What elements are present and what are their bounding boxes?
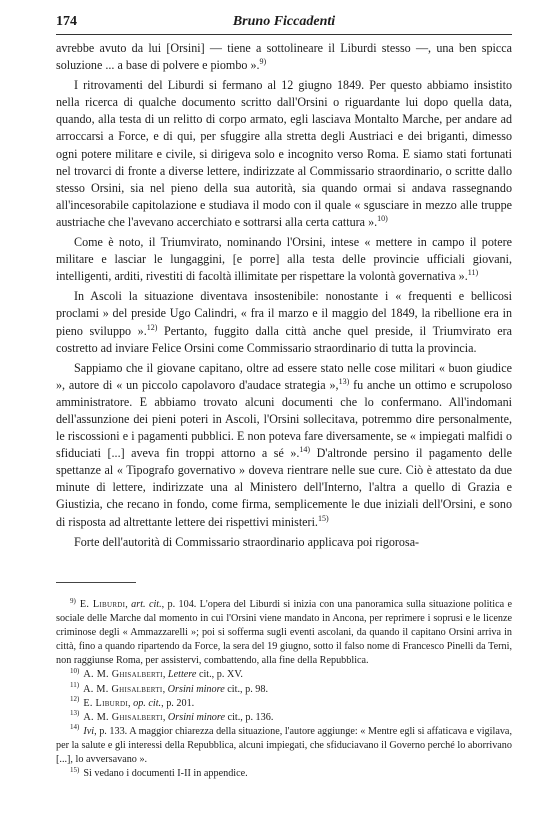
footnote-reference: 11) xyxy=(467,268,479,278)
text-run: , p. 133. A maggior chiarezza della situazione, l'autore aggiunge: « Mentre egli si affaticava e vigilava, per la salute e gli interessi della Repubblica, alcuni impiegati, che sfiduciavano il Governo perché lo aborrivano [...], lo avversavano ». xyxy=(56,725,512,766)
italic-text: Lettere xyxy=(167,669,197,681)
footnote xyxy=(56,725,512,767)
italic-text: Ivi xyxy=(83,725,95,737)
footnote xyxy=(56,598,512,668)
text-run: , xyxy=(162,711,168,723)
italic-text: op. cit. xyxy=(133,697,162,709)
footnote-reference: 14) xyxy=(299,445,311,455)
text-run: cit., p. 98. xyxy=(224,683,269,695)
footnote-reference: 13) xyxy=(338,376,350,386)
footnote-number: 12) xyxy=(70,695,80,704)
text-run: , xyxy=(125,599,132,610)
footnote-separator xyxy=(56,582,136,583)
footnotes xyxy=(56,598,512,781)
page-number: 174 xyxy=(56,14,77,29)
footnote-reference: 12) xyxy=(146,322,158,332)
footnote-number: 13) xyxy=(70,709,80,718)
footnote xyxy=(56,711,512,725)
footnote-number: 15) xyxy=(70,765,80,774)
footnote xyxy=(56,668,512,682)
footnote-reference: 15) xyxy=(317,513,329,523)
footnote xyxy=(56,683,512,697)
author-name: A. M. Ghisalberti xyxy=(83,711,163,723)
body-paragraph xyxy=(56,234,512,285)
footnote-number: 10) xyxy=(70,667,80,676)
text-run: cit., p. XV. xyxy=(196,669,243,681)
footnote xyxy=(56,767,512,781)
text-run: , xyxy=(162,683,168,695)
running-title: Bruno Ficcadenti xyxy=(232,14,336,29)
italic-text: Orsini minore xyxy=(167,711,225,723)
text-run: In Ascoli la situazione diventava insostenibile: nonostante i « frequenti e bellicosi proclami » del preside Ugo Calindri, « fra il marzo e il maggio del 1849, la ribellione era in pieno sviluppo ». xyxy=(56,289,512,338)
text-run: D'altronde persino il pagamento delle spettanze al « Tipografo governativo » doveva rientrare nelle sue cure. Ciò è attestato da due minute di lettere, indirizzate una al Ministero dell'Interno, l'altra a quello di Grazia e Giustizia, che recano in fondo, come firma, semplicemente le due iniziali dell'Orsini, e sono di risposta ad altrettante lettere dei rispettivi ministeri. xyxy=(56,446,512,529)
text-run: , xyxy=(128,697,134,709)
footnote xyxy=(56,697,512,711)
author-name: E. Liburdi xyxy=(79,599,126,610)
footnote-number: 9) xyxy=(70,596,76,605)
text-run: I ritrovamenti del Liburdi si fermano al 12 giugno 1849. Per questo abbiamo insistito nella ricerca di qualche documento scritto dall'Orsini o riguardante lui dopo quella data, quando, alla testa di un relitto di corpo armato, egli lasciava Montalto Marche, per andare ad arroccarsi a Force, e di qui, per sfuggire alla stretta degli Austriaci e dei briganti, dimesso ogni potere militare e civile, si dirigeva solo e incognito verso Roma. E siamo stati fortunati nel trovarci di fronte a diverse lettere, indirizzate al Commissario straordinario, o scritte dallo stesso Orsini, sia nel pieno della sua autorità, sia quando ormai si andava rassegnando all'incesorabile capitolazione e studiava il modo con il quale « sgusciare in mezzo alle truppe austriache che l'avevano accerchiato e sottrarsi alla certa cattura ». xyxy=(56,78,512,229)
author-name: A. M. Ghisalberti xyxy=(83,683,163,695)
body-paragraph xyxy=(56,77,512,231)
body-text xyxy=(56,40,512,551)
text-run: Pertanto, fuggito dalla città anche quel preside, il Triumvirato era costretto ad inviare Felice Orsini come Commissario straordinario di tutta la provincia. xyxy=(56,323,512,355)
text-run: avrebbe avuto da lui [Orsini] — tiene a sottolineare il Liburdi stesso —, una ben spicca soluzione ... a base di polvere e piombo ». xyxy=(56,41,512,73)
author-name: E. Liburdi xyxy=(83,697,128,709)
footnote-reference: 10) xyxy=(377,213,388,223)
italic-text: Orsini minore xyxy=(167,683,225,695)
italic-text: art. cit. xyxy=(131,599,162,610)
body-paragraph xyxy=(56,360,512,531)
text-run: Sappiamo che il giovane capitano, oltre ad essere stato nelle cose militari « buon giudice », autore di « un piccolo capolavoro d'audace strategia », xyxy=(56,360,512,392)
text-run: , p. 201. xyxy=(161,697,195,709)
body-paragraph xyxy=(56,534,512,551)
footnote-number: 14) xyxy=(70,723,80,732)
text-run: fu anche un ottimo e scrupoloso amministratore. E abbiamo trovato alcuni documenti che lo confermano. All'indomani dell'assunzione dei pieni poteri in Ascoli, l'Orsini sollecitava, potremmo dire personalmente, le riscossioni e i pagamenti pubblici. E non poteva fare diversamente, se « impiegati malfidi o sfiduciati [...] aveva fin troppi attorno a sé ». xyxy=(56,377,512,461)
footnote-number: 11) xyxy=(70,681,80,690)
body-paragraph xyxy=(56,288,512,356)
footnote-reference: 9) xyxy=(259,57,267,67)
text-run: , xyxy=(162,669,168,681)
body-paragraph xyxy=(56,40,512,74)
text-run: , p. 104. L'opera del Liburdi si inizia con una panoramica sulla situazione politica e sociale delle Marche dal momento in cui l'Orsini viene mandato in Ancona, per reprimere i soprusi e le licenze criminose degli « Ammazzarelli »; poi si sofferma sugli eventi ascolani, da quando il capitano Orsini arriva in città, fino a quando ripartendo da Force, la sera del 19 giugno, sotto il falso nome di Francesco Pinelli da Terni, non raggiunse Roma, per assistervi, combattendo, alla fine della Repubblica. xyxy=(56,599,512,667)
page-header xyxy=(56,12,512,35)
text-run: Come è noto, il Triumvirato, nominando l'Orsini, intese « mettere in campo il potere militare e lasciar le lungaggini, [e porre] alla testa delle provincie ufficiali giovani, intelligenti, arditi, rivestiti di facoltà illimitate per rispettare la volontà governativa ». xyxy=(56,235,512,284)
text-run: Forte dell'autorità di Commissario straordinario applicava poi rigorosa- xyxy=(74,534,420,549)
text-run: cit., p. 136. xyxy=(225,711,274,723)
author-name: A. M. Ghisalberti xyxy=(83,669,163,681)
text-run: Si vedano i documenti I-II in appendice. xyxy=(83,768,248,780)
